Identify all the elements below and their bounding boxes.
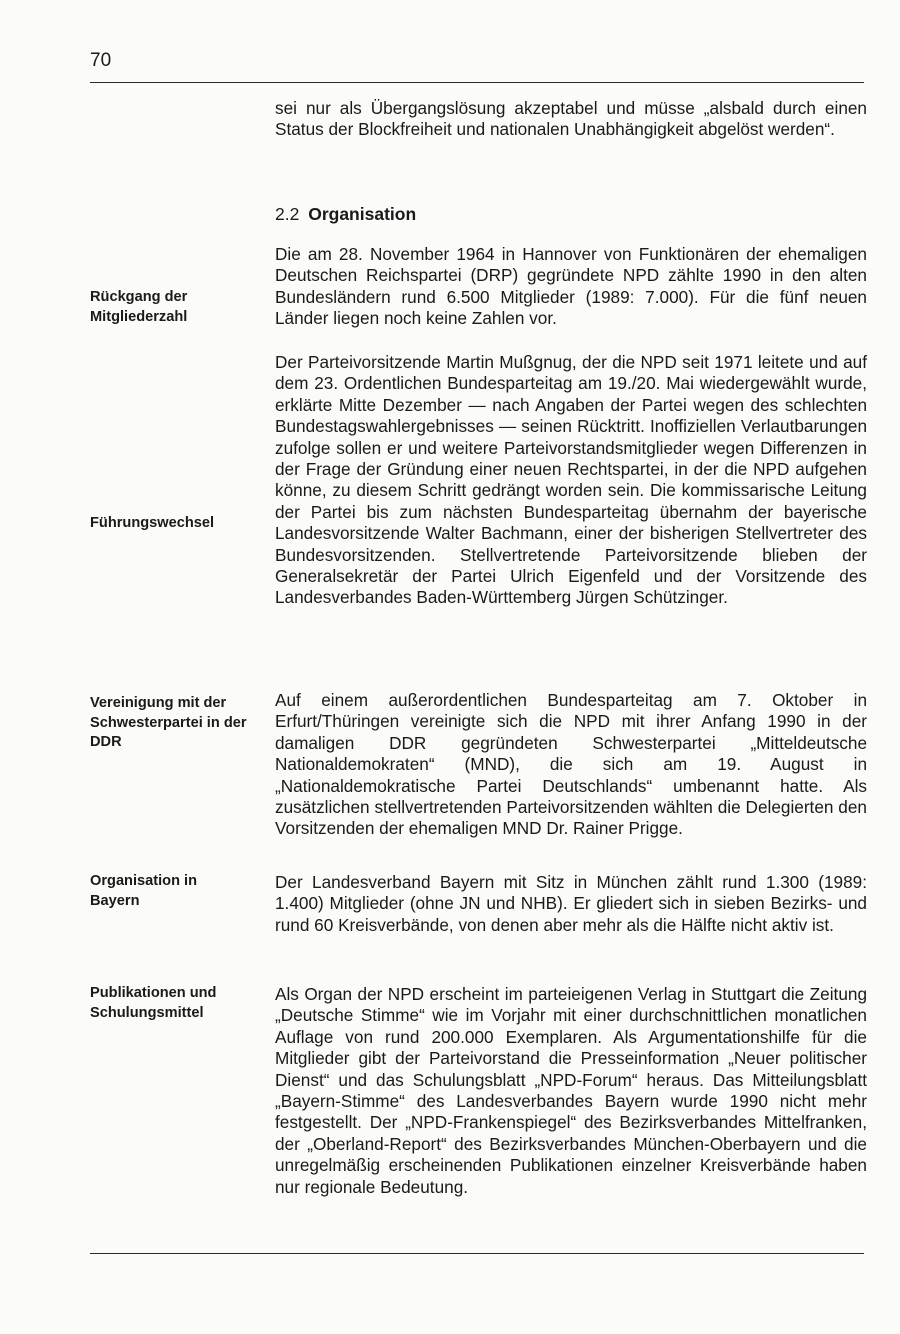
margin-note-publications: Publikationen und Schulungsmittel [90,985,217,1021]
header-rule [90,82,864,83]
margin-note-unification: Vereinigung mit der Schwesterpartei in der DDR [90,695,247,750]
margin-note-bavaria-organisation: Organisation in Bayern [90,873,198,909]
section-number: 2.2 [275,204,300,224]
paragraph-unification: Auf einem außerordentlichen Bundesparteitag am 7. Oktober in Erfurt/Thüringen vereinigte sich die NPD mit ihrer Anfang 1990 in der damaligen DDR gegründeten Schwesterpartei „Mitteldeutsche Nationaldemokraten“ (MND), die sich am 19. August in „Nationaldemokratische Partei Deutschlands“ umbenannt hatte. Als zusätzlichen stellvertretenden Parteivorsitzenden wählten die Delegierten den Vorsitzenden der ehemaligen MND Dr. Rainer Prigge. [275,690,867,839]
paragraph-continuation: sei nur als Übergangslösung akzeptabel und müsse „alsbald durch einen Status der Blockfreiheit und nationalen Unabhängigkeit abgelöst werden“. [275,98,867,140]
paragraph-leadership: Der Parteivorsitzende Martin Mußgnug, der die NPD seit 1971 leitete und auf dem 23. Ordentlichen Bundesparteitag am 19./20. Mai wiedergewählt wurde, erklärte Mitte Dezember — nach Angaben der Partei wegen des schlechten Bundestagswahlergebnisses — seinen Rücktritt. Inoffiziellen Verlautbarungen zufolge sollen er und weitere Parteivorstandsmitglieder wegen Differenzen in der Frage der Gründung einer neuen Rechtspartei, in der die NPD aufgehen könne, zu diesem Schritt gedrängt worden sein. Die kommissarische Leitung der Partei bis zum nächsten Bundesparteitag übernahm der bayerische Landesvorsitzende Walter Bachmann, einer der bisherigen Stellvertreter des Bundesvorsitzenden. Stellvertretende Parteivorsitzende blieben der Generalsekretär der Partei Ulrich Eigenfeld und der Vorsitzende des Landesverbandes Baden-Württemberg Jürgen Schützinger. [275,352,867,608]
section-heading [275,204,416,225]
section-title: Organisation [308,204,417,224]
footer-rule [90,1253,864,1254]
margin-note-membership-decline: Rückgang der Mitgliederzahl [90,289,188,325]
margin-note-leadership-change: Führungswechsel [90,515,215,531]
page-number: 70 [90,50,112,71]
paragraph-membership: Die am 28. November 1964 in Hannover von Funktionären der ehemaligen Deutschen Reichspartei (DRP) gegründete NPD zählte 1990 in den alten Bundesländern rund 6.500 Mitglieder (1989: 7.000). Für die fünf neuen Länder liegen noch keine Zahlen vor. [275,244,867,329]
paragraph-bavaria: Der Landesverband Bayern mit Sitz in München zählt rund 1.300 (1989: 1.400) Mitglieder (ohne JN und NHB). Er gliedert sich in sieben Bezirks- und rund 60 Kreisverbände, von denen aber mehr als die Hälfte nicht aktiv ist. [275,872,867,935]
paragraph-publications: Als Organ der NPD erscheint im parteieigenen Verlag in Stuttgart die Zeitung „Deutsche Stimme“ wie im Vorjahr mit einer durchschnittlichen monatlichen Auflage von rund 200.000 Exemplaren. Als Argumentationshilfe für die Mitglieder gibt der Parteivorstand die Presseinformation „Neuer politischer Dienst“ und das Schulungsblatt „NPD-Forum“ heraus. Das Mitteilungsblatt „Bayern-Stimme“ des Landesverbandes Bayern wurde 1990 nicht mehr festgestellt. Der „NPD-Frankenspiegel“ des Bezirksverbandes Mittelfranken, der „Oberland-Report“ des Bezirksverbandes München-Oberbayern und die unregelmäßig erscheinenden Publikationen einzelner Kreisverbände haben nur regionale Bedeutung. [275,984,867,1197]
